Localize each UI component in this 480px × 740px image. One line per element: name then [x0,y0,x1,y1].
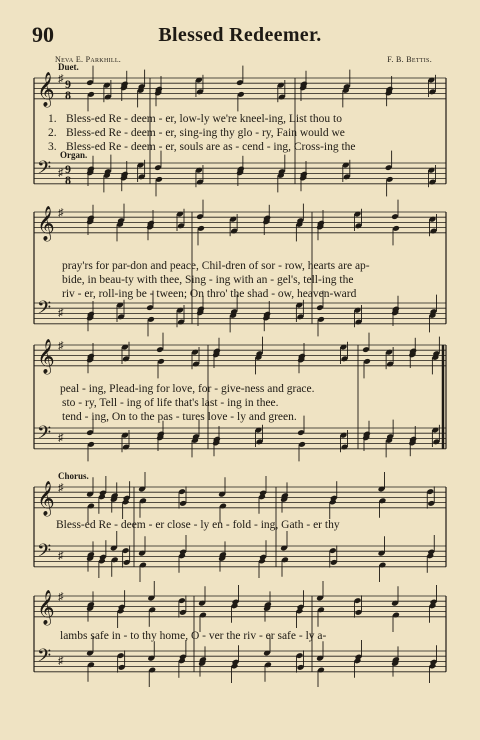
lyric-text: sto - ry, Tell - ing of life that's last - ing in thee. [62,397,279,409]
sharp-icon: ♯ [58,167,64,180]
sharp-icon: ♯ [58,432,64,445]
bass-clef-icon: 𝄢 [37,298,52,323]
treble-clef-icon: 𝄞 [37,206,55,241]
composer-credit: F. B. Bettis. [387,55,432,64]
treble-clef-icon: 𝄞 [37,481,55,516]
verse-number: 3. [48,141,57,153]
sharp-icon: ♯ [58,655,64,668]
lyric-text: pray'rs for par-don and peace, Chil-dren of sor - row, hearts are ap- [62,260,370,272]
treble-clef-icon: 𝄞 [37,590,55,625]
bass-staff [34,651,446,672]
time-signature-bottom: 8 [65,88,71,102]
bass-staff [34,303,446,324]
page-number: 90 [32,22,54,47]
chorus-label: Chorus. [58,471,89,481]
lyric-text: bide, in beau-ty with thee, Sing - ing with an - gel's, tell-ing the [62,274,354,286]
treble-staff [34,596,446,617]
lyric-text: Bless-ed Re - deem - er close - ly en - fold - ing, Gath - er thy [56,519,340,531]
treble-staff [34,345,446,366]
treble-clef-icon: 𝄞 [37,72,55,107]
bass-clef-icon: 𝄢 [37,541,52,566]
bass-clef-icon: 𝄢 [37,646,52,671]
bass-clef-icon: 𝄢 [37,158,52,183]
bass-staff [34,428,446,449]
lyric-text: Bless-ed Re - deem - er, sing-ing thy glo - ry, Fain would we [66,127,345,139]
treble-clef-icon: 𝄞 [37,339,55,374]
time-signature-top: 9 [65,162,71,176]
sharp-icon: ♯ [58,591,64,603]
lyric-text: Bless-ed Re - deem - er, low-ly we're kneel-ing, List thou to [66,113,342,125]
sharp-icon: ♯ [58,307,64,320]
verse-number: 1. [48,113,57,125]
duet-label: Duet. [58,62,79,72]
lyricist-credit: Neva E. Parkhill. [55,55,122,64]
lyric-text: tend - ing, On to the pas - tures love - ly and green. [62,411,297,423]
lyric-text: Bless-ed Re - deem - er, souls are as - cend - ing, Cross-ing the [66,141,356,153]
bass-clef-icon: 𝄢 [37,423,52,448]
verse-number: 2. [48,127,57,139]
lyric-text: lambs safe in - to thy home, O - ver the riv - er safe - ly a- [60,630,327,642]
lyric-text: riv - er, roll-ing be - tween; On thro' the shad - ow, heaven-ward [62,288,357,300]
sharp-icon: ♯ [58,73,64,85]
sharp-icon: ♯ [58,340,64,352]
sharp-icon: ♯ [58,482,64,494]
time-signature-bottom: 8 [65,173,71,187]
treble-staff [34,212,446,233]
treble-staff [34,487,446,508]
sharp-icon: ♯ [58,550,64,563]
hymn-title: Blessed Redeemer. [158,24,322,46]
organ-label: Organ. [60,150,88,160]
lyric-text: peal - ing, Plead-ing for love, for - give-ness and grace. [60,383,315,395]
time-signature-top: 9 [65,77,71,91]
sharp-icon: ♯ [58,207,64,219]
